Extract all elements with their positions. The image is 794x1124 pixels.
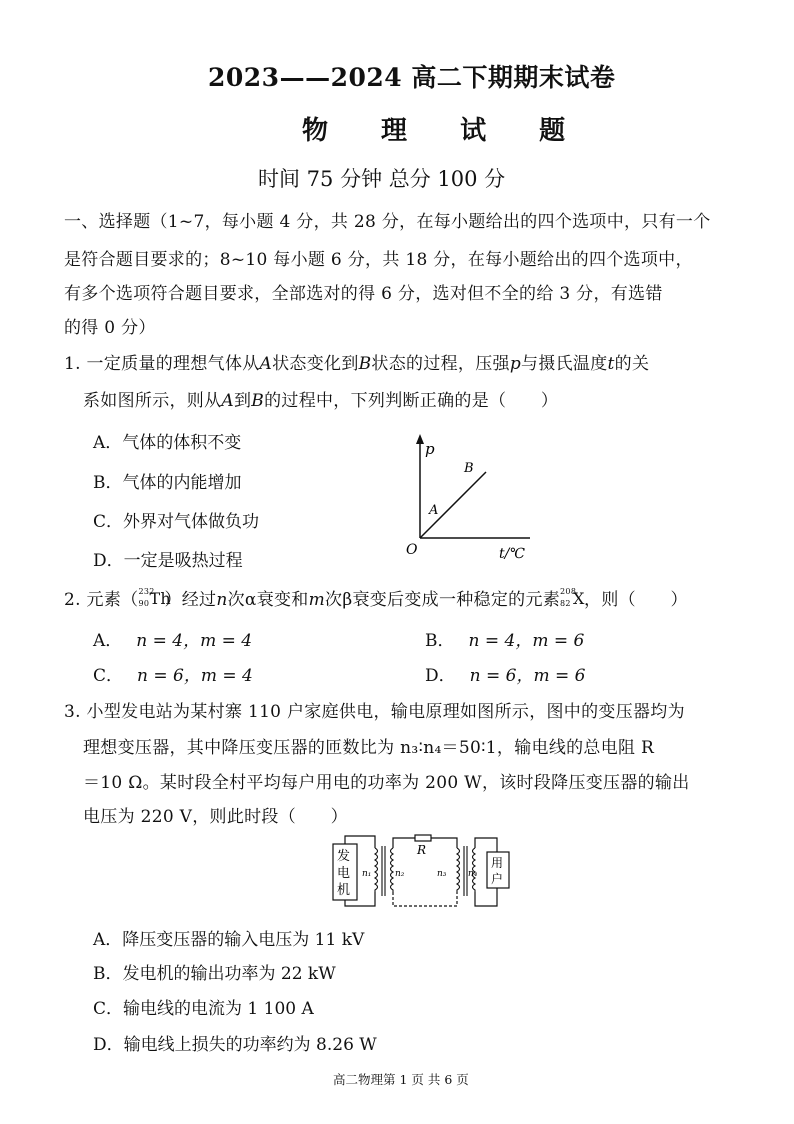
element-symbol: Th [149, 589, 172, 608]
option-b[interactable]: B．气体的内能增加 [93, 473, 242, 493]
stem-text: ，则（ ） [584, 590, 688, 610]
question-number: 1. [64, 354, 81, 374]
question-number: 3. [64, 702, 81, 722]
p-t-graph [398, 432, 578, 562]
question-stem-line: 电压为 220 V，则此时段（ ） [83, 807, 348, 827]
stem-text: 系如图所示，则从 [83, 391, 222, 411]
option-label: D． [425, 666, 456, 686]
var-b: B [251, 391, 265, 411]
resistor-r [415, 835, 431, 841]
thorium-isotope [138, 587, 172, 609]
var-n: n [216, 590, 228, 610]
option-b[interactable] [425, 626, 584, 651]
instruction-line: 是符合题目要求的；8~10 每小题 6 分，共 18 分，在每小题给出的四个选项中， [64, 250, 693, 270]
option-a[interactable] [93, 626, 252, 651]
n4-label: n₄ [468, 869, 478, 879]
exam-title: 2023——2024 高二下期期末试卷 [208, 63, 616, 92]
atomic-number: 90 [138, 599, 150, 608]
instruction-line: 一、选择题（1~7，每小题 4 分，共 28 分，在每小题给出的四个选项中，只有一个 [64, 212, 711, 232]
option-c[interactable] [93, 661, 253, 686]
option-text: n = 6，m = 4 [137, 666, 253, 686]
n1-label: n₁ [362, 869, 372, 879]
var-p: p [509, 354, 522, 374]
n3-label: n₃ [437, 869, 447, 879]
option-b[interactable]: B．发电机的输出功率为 22 kW [93, 964, 336, 984]
stem-text: 的关 [614, 354, 650, 374]
user-label: 用 [491, 856, 504, 870]
option-c[interactable]: C．输电线的电流为 1 100 A [93, 999, 314, 1019]
coil-n1 [375, 848, 378, 892]
option-text: n = 6，m = 6 [469, 666, 586, 686]
point-b-label: B [464, 461, 474, 476]
question-stem-line [64, 349, 649, 374]
stem-text: ）经过 [164, 590, 217, 610]
generator-label: 发 [337, 849, 351, 864]
option-label: C． [93, 666, 124, 686]
resistor-label: R [417, 843, 427, 857]
stem-text: 小型发电站为某村寨 110 户家庭供电，输电原理如图所示，图中的变压器均为 [86, 702, 685, 722]
user-label: 户 [491, 872, 504, 886]
option-d[interactable] [425, 661, 585, 686]
mass-number: 232 [138, 587, 155, 596]
x-isotope [560, 589, 584, 609]
stem-text: 到 [233, 391, 252, 411]
page-footer: 高二物理第 1 页 共 6 页 [333, 1072, 469, 1087]
y-axis-arrow [416, 434, 424, 444]
stem-text: 状态的过程，压强 [371, 354, 510, 374]
stem-text: 状态变化到 [272, 354, 359, 374]
option-d[interactable]: D．一定是吸热过程 [93, 551, 243, 571]
n2-label: n₂ [395, 869, 405, 879]
question-number: 2. [64, 590, 81, 610]
y-axis-label: p [425, 440, 435, 458]
time-and-score: 时间 75 分钟 总分 100 分 [258, 167, 506, 191]
coil-n2 [391, 848, 394, 892]
option-c[interactable]: C．外界对气体做负功 [93, 512, 260, 532]
question-stem-line [64, 585, 688, 610]
option-a[interactable]: A．气体的体积不变 [93, 433, 242, 453]
mass-number: 208 [560, 587, 577, 596]
option-a[interactable]: A．降压变压器的输入电压为 11 kV [93, 930, 365, 950]
option-d[interactable]: D．输电线上损失的功率约为 8.26 W [93, 1035, 377, 1055]
var-a: A [221, 391, 234, 411]
instruction-line: 有多个选项符合题目要求，全部选对的得 6 分，选对但不全的给 3 分，有选错 [64, 284, 663, 304]
option-label: A． [93, 631, 123, 651]
point-a-label: A [429, 503, 439, 518]
wire [475, 838, 497, 852]
stem-text: 次β衰变后变成一种稳定的元素 [325, 590, 561, 610]
stem-text: 次α衰变和 [227, 590, 309, 610]
wire [393, 838, 415, 848]
x-axis-label: t/℃ [499, 546, 526, 562]
wire [345, 836, 375, 848]
transmission-circuit-diagram [325, 830, 515, 910]
generator-label: 电 [337, 866, 351, 881]
question-stem-line [83, 386, 558, 411]
var-b: B [358, 354, 372, 374]
question-stem-line: ＝10 Ω。某时段全村平均每户用电的功率为 200 W，该时段降压变压器的输出 [83, 773, 690, 793]
question-stem-line [64, 697, 685, 722]
option-label: B． [425, 631, 455, 651]
stem-text: 元素（ [86, 590, 139, 610]
var-t: t [607, 354, 615, 374]
wire [431, 838, 457, 848]
wire [393, 892, 457, 906]
instruction-line: 的得 0 分） [64, 318, 156, 338]
stem-text: 的过程中，下列判断正确的是（ ） [264, 391, 559, 411]
stem-text: 一定质量的理想气体从 [86, 354, 260, 374]
origin-label: O [406, 542, 418, 558]
question-stem-line: 理想变压器，其中降压变压器的匝数比为 n₃∶n₄＝50∶1，输电线的总电阻 R [83, 738, 655, 758]
stem-text: 与摄氏温度 [521, 354, 608, 374]
var-m: m [308, 590, 326, 610]
wire [475, 888, 497, 906]
element-symbol: X [573, 589, 585, 608]
option-text: n = 4，m = 6 [468, 631, 585, 651]
atomic-number: 82 [560, 599, 571, 608]
page-title: 物 理 试 题 [302, 116, 588, 146]
coil-n3 [457, 848, 460, 892]
generator-label: 机 [337, 883, 351, 898]
var-a: A [259, 354, 273, 374]
option-text: n = 4，m = 4 [136, 631, 253, 651]
